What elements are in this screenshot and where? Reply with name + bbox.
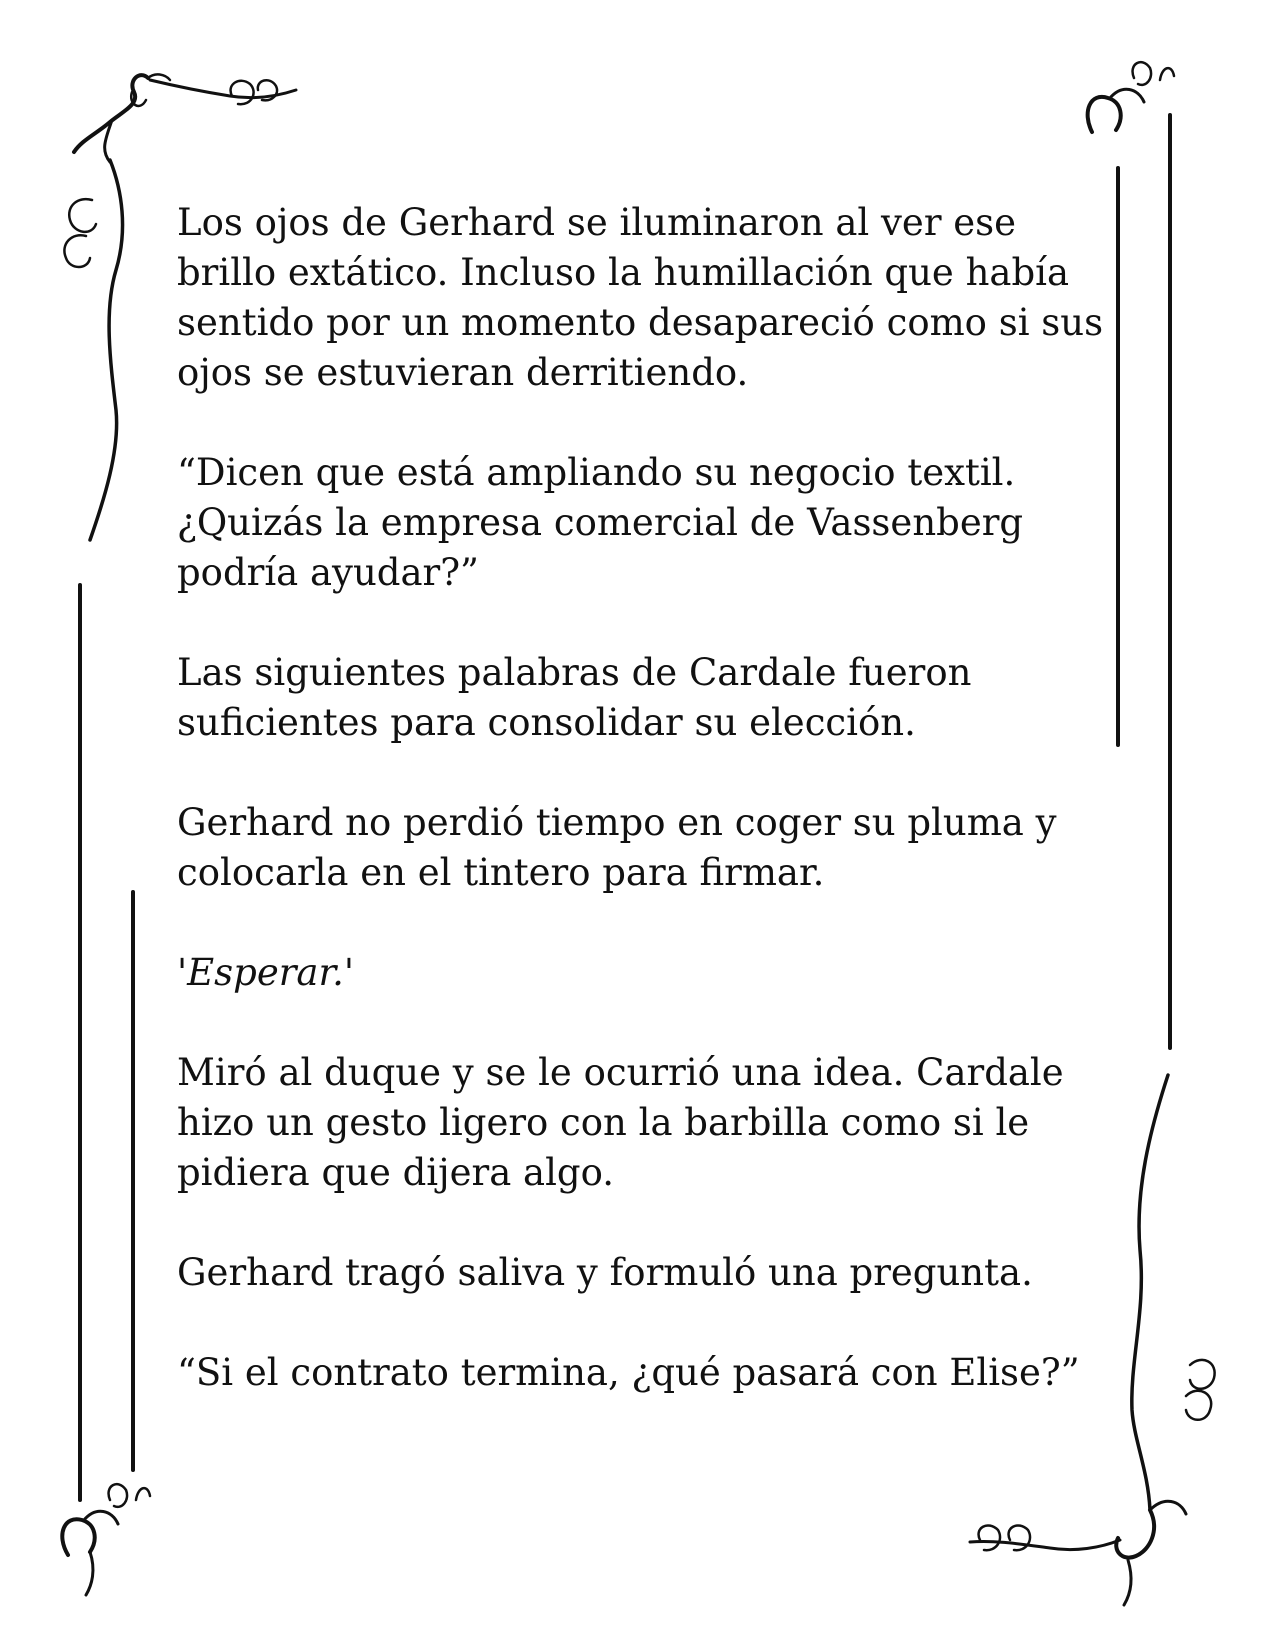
paragraph: Gerhard tragó saliva y formuló una pregunta. [177,1251,1033,1294]
top-right-flourish-icon [1088,62,1174,132]
paragraph: Las siguientes palabras de Cardale fueron suficientes para consolidar su elección. [177,651,972,744]
paragraph: Miró al duque y se le ocurrió una idea. Cardale hizo un gesto ligero con la barbilla como si le pidiera que dijera algo. [177,1051,1064,1194]
paragraph: Los ojos de Gerhard se iluminaron al ver ese brillo extático. Incluso la humillación que había sentido por un momento desapareció como si sus ojos se estuvieran derritiendo. [177,201,1104,394]
body-text [177,198,1107,1448]
paragraph: Gerhard no perdió tiempo en coger su pluma y colocarla en el tintero para firmar. [177,801,1057,894]
italic-thought: 'Esperar.' [177,951,355,994]
bottom-left-flourish-icon [62,1484,150,1595]
paragraph: “Si el contrato termina, ¿qué pasará con Elise?” [177,1351,1080,1394]
paragraph: “Dicen que está ampliando su negocio textil. ¿Quizás la empresa comercial de Vassenberg podría ayudar?” [177,451,1024,594]
